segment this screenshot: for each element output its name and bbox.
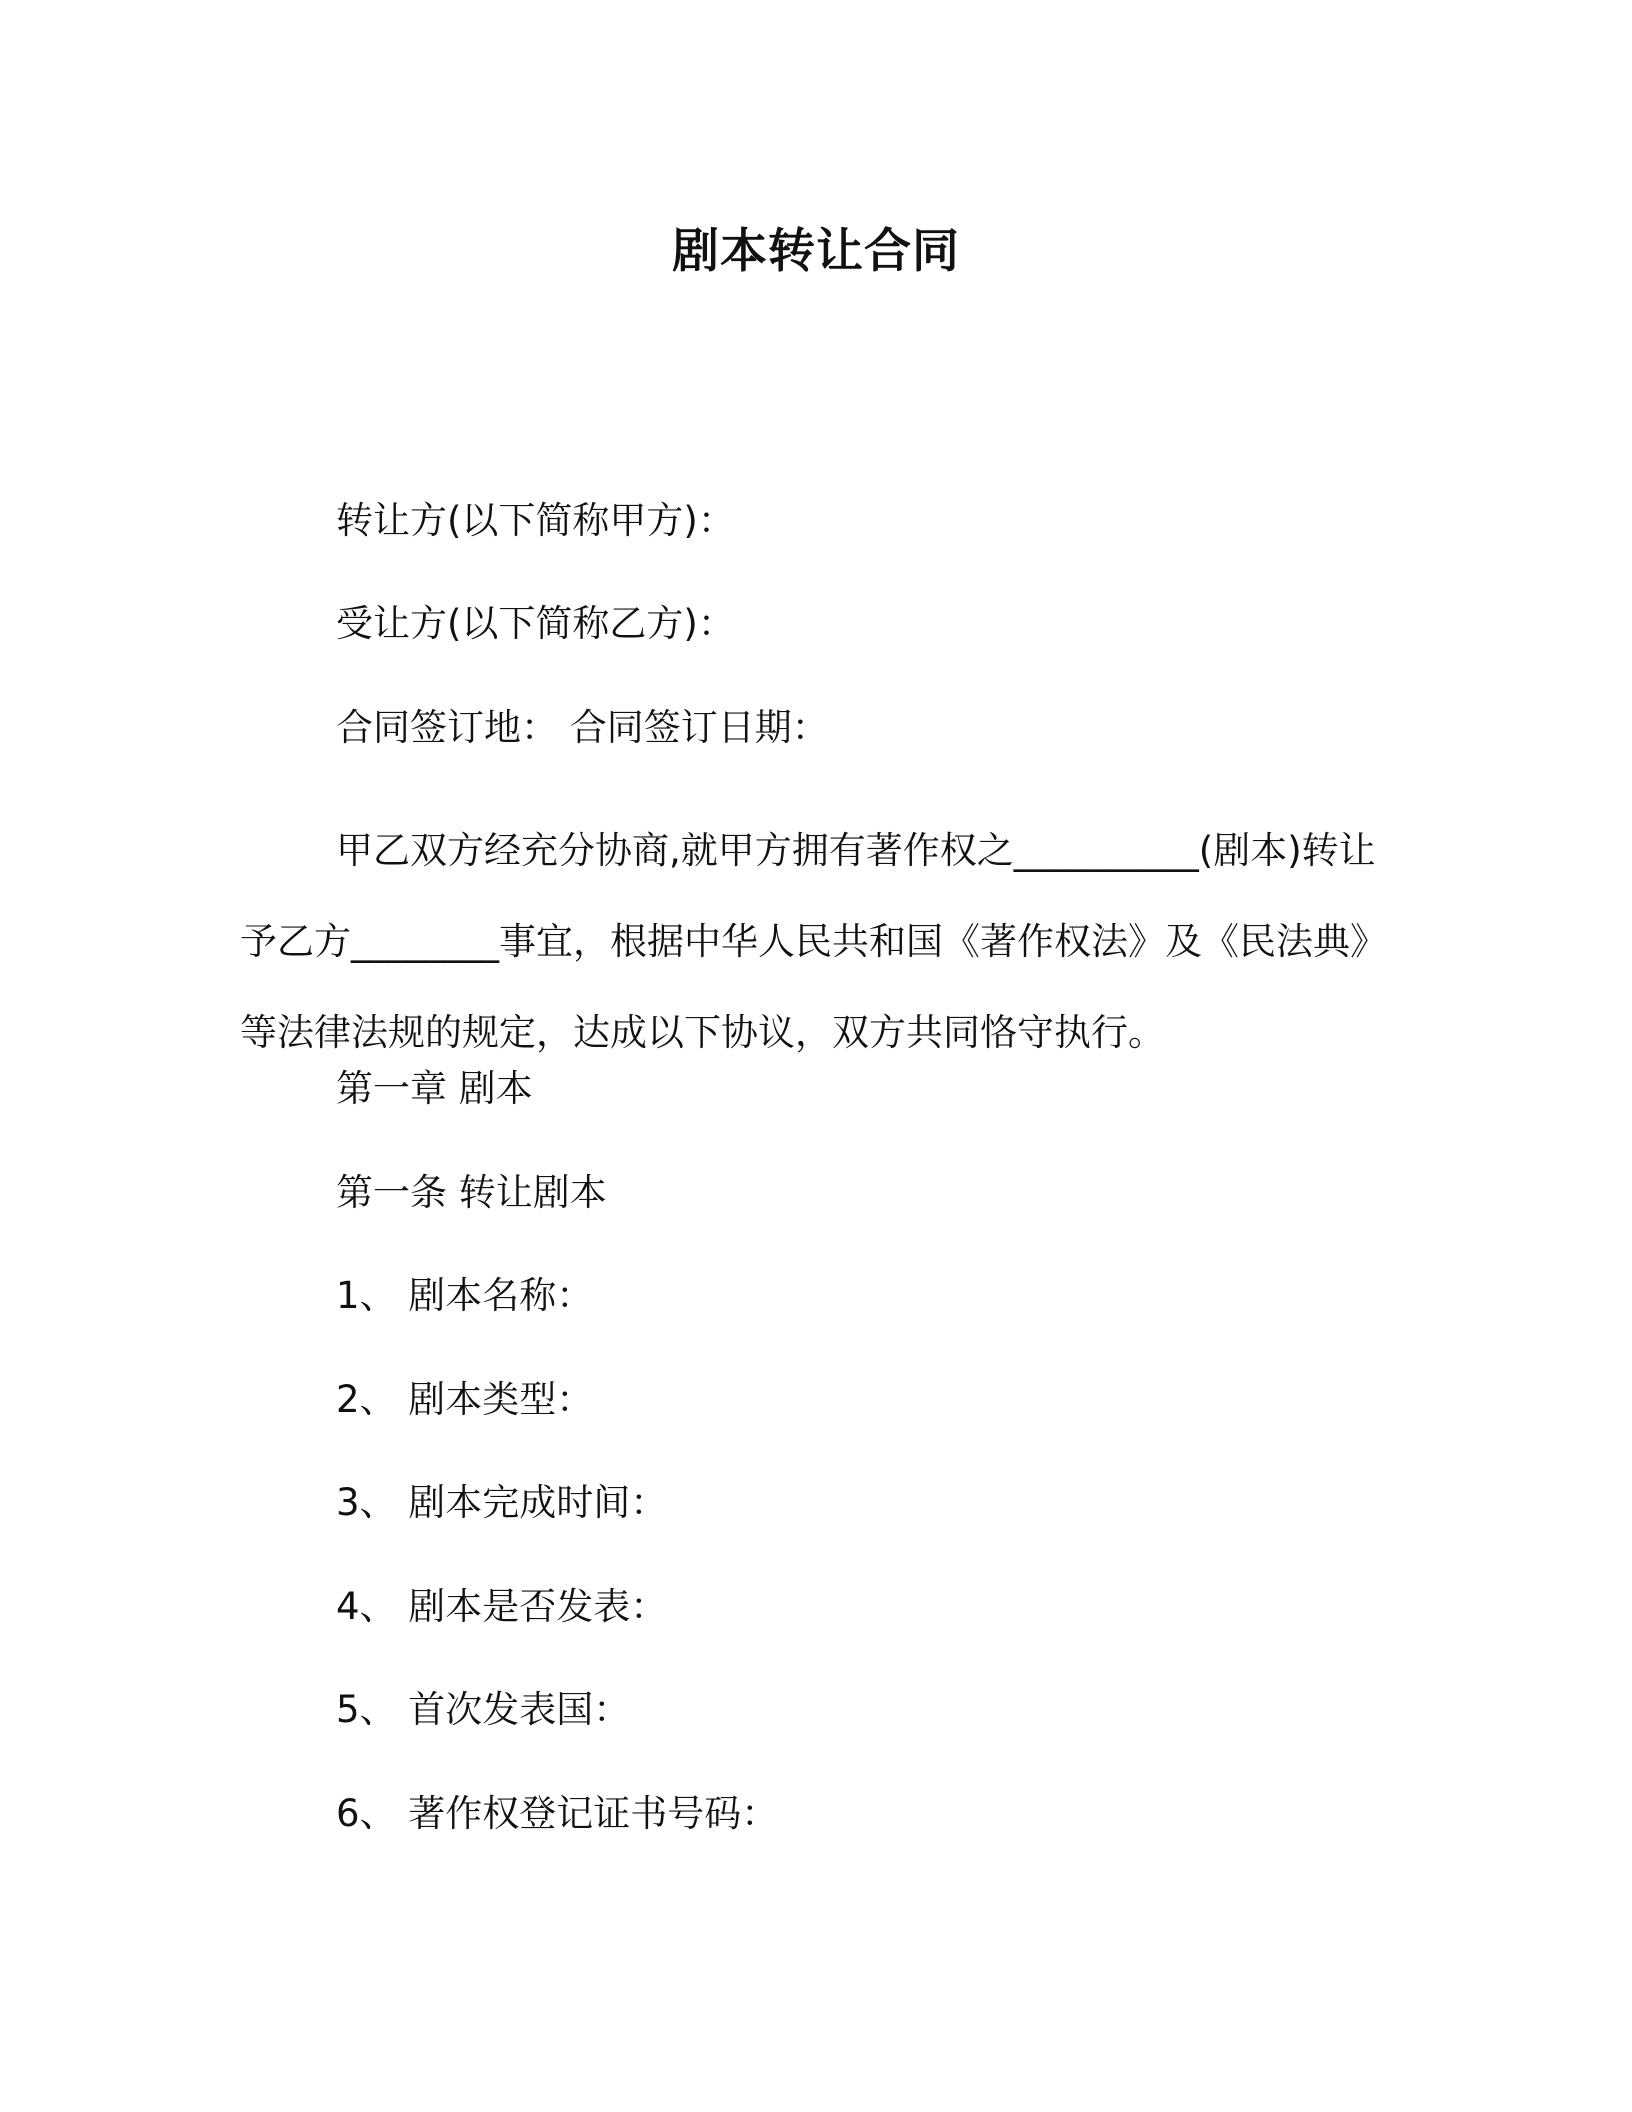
chapter-heading: 第一章 剧本 [336, 1067, 533, 1110]
transferor-line: 转让方(以下简称甲方)： [336, 499, 735, 542]
preamble-line-1: 甲乙双方经充分协商,就甲方拥有著作权之__________(剧本)转让 [336, 829, 1376, 872]
copyright-certificate-item: 6、 著作权登记证书号码： [336, 1792, 779, 1835]
transferee-line: 受让方(以下简称乙方)： [336, 602, 735, 645]
completion-time-item: 3、 剧本完成时间： [336, 1481, 668, 1524]
document-title: 剧本转让合同 [672, 224, 960, 279]
script-name-item: 1、 剧本名称： [336, 1274, 594, 1317]
article-heading: 第一条 转让剧本 [336, 1171, 607, 1214]
first-publication-country-item: 5、 首次发表国： [336, 1688, 631, 1731]
preamble-line-2: 予乙方________事宜，根据中华人民共和国《著作权法》及《民法典》 [240, 920, 1387, 963]
published-status-item: 4、 剧本是否发表： [336, 1585, 668, 1628]
preamble-paragraph [240, 805, 1390, 1078]
signing-place-date-line: 合同签订地： 合同签订日期： [336, 706, 829, 749]
preamble-line-3: 等法律法规的规定，达成以下协议，双方共同恪守执行。 [240, 1011, 1165, 1054]
script-type-item: 2、 剧本类型： [336, 1378, 594, 1421]
